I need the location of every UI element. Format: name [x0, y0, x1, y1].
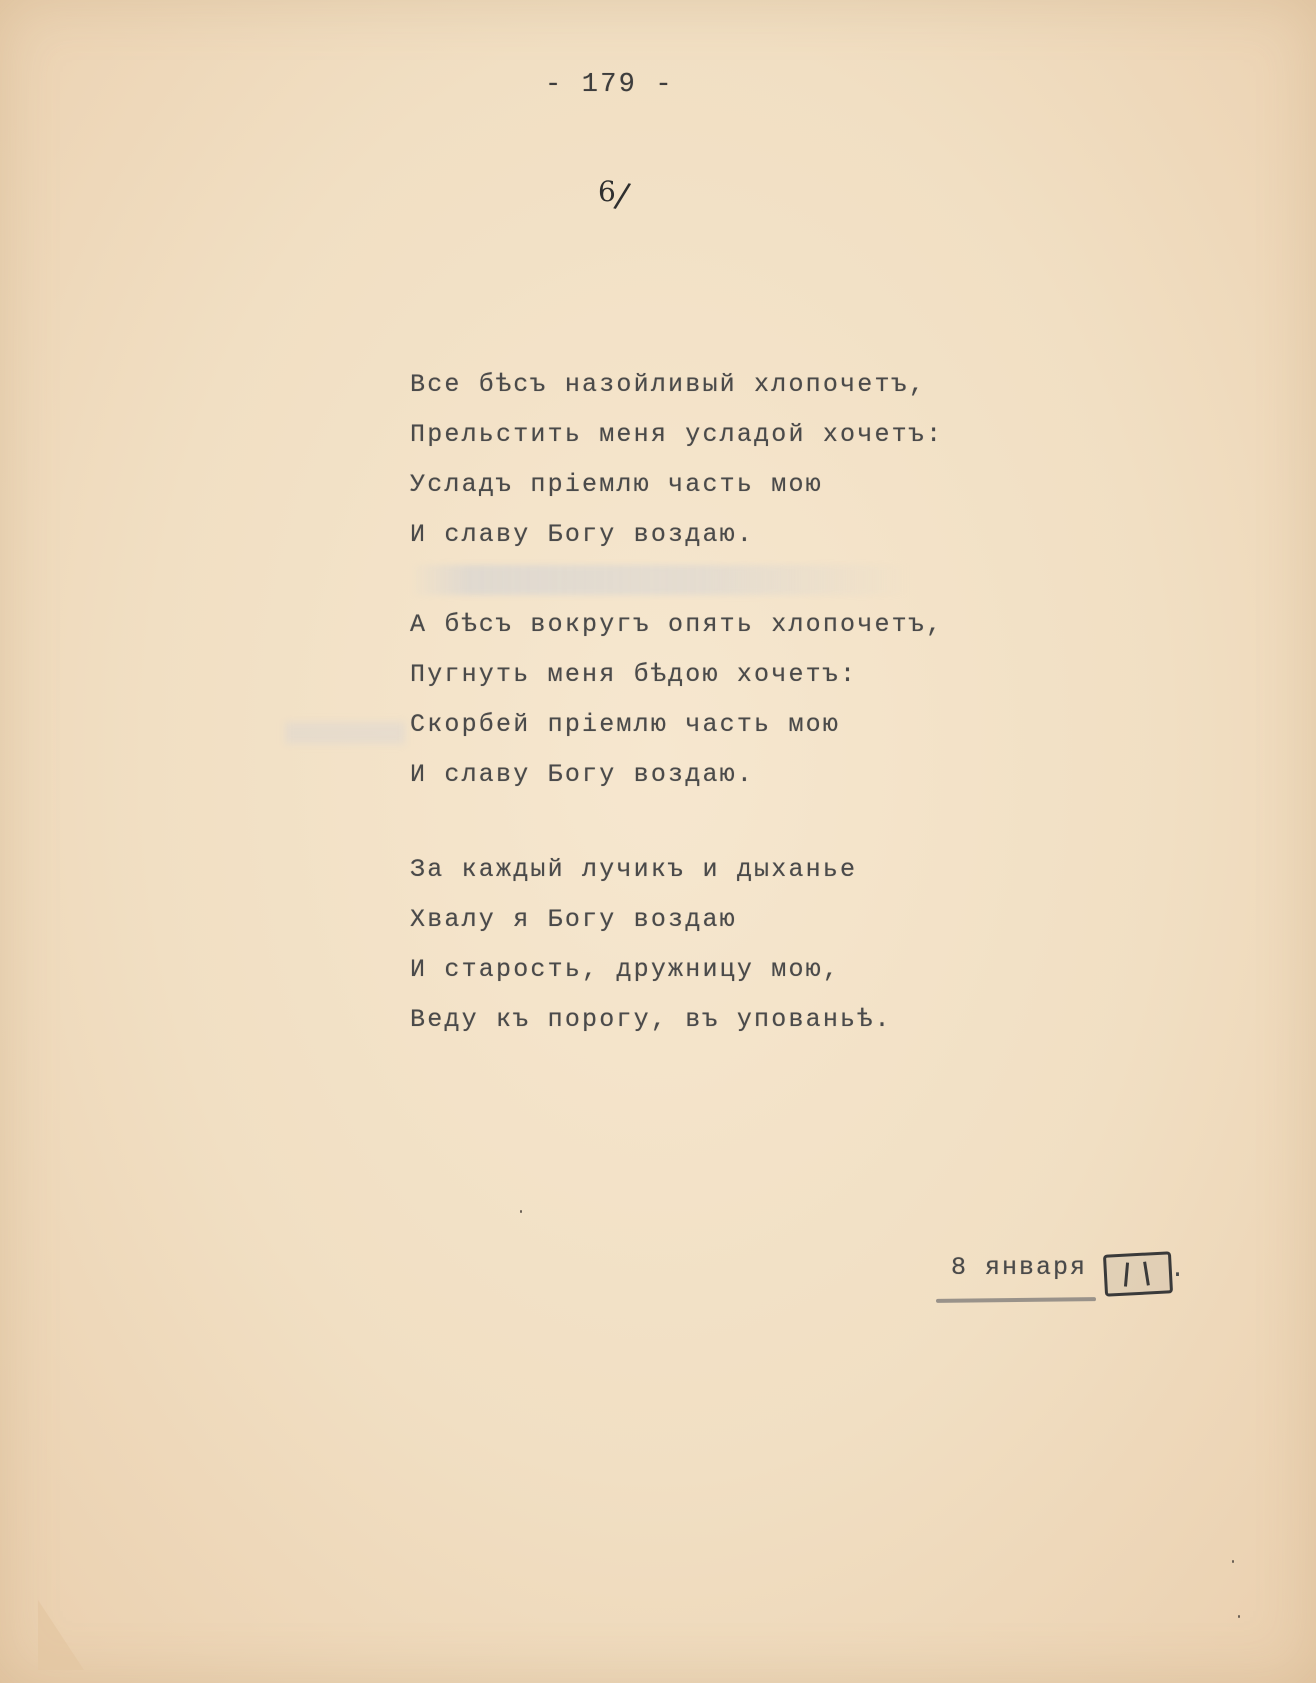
poem-line: Пугнуть меня бѣдою хочетъ: [410, 660, 858, 689]
date-period: . [1170, 1255, 1186, 1284]
poem-line: И славу Богу воздаю. [410, 760, 755, 789]
poem-body [410, 360, 943, 1045]
section-slash-mark: / [611, 175, 633, 217]
stanza-1 [410, 360, 943, 560]
poem-line: Усладъ пріемлю часть мою [410, 470, 823, 499]
section-number [598, 170, 633, 217]
stanza-2 [410, 600, 943, 800]
poem-line: И славу Богу воздаю. [410, 520, 755, 549]
poem-date: 8 января [951, 1253, 1088, 1282]
poem-line: Веду къ порогу, въ упованьѣ. [410, 1005, 892, 1034]
paper-speck [520, 1210, 522, 1213]
overwritten-year-mark [1103, 1251, 1173, 1297]
poem-line: Все бѣсъ назойливый хлопочетъ, [410, 370, 927, 399]
faded-margin-smudge [285, 722, 405, 744]
poem-line: Прельстить меня усладой хочетъ: [410, 420, 944, 449]
folded-corner [38, 1600, 84, 1670]
paper-speck [1238, 1615, 1240, 1618]
paper-speck [1232, 1560, 1234, 1563]
page-number: - 179 - [545, 70, 674, 100]
poem-line: А бѣсъ вокругъ опять хлопочетъ, [410, 610, 944, 639]
poem-line: За каждый лучикъ и дыханье [410, 855, 858, 884]
poem-line: Скорбей пріемлю часть мою [410, 710, 841, 739]
poem-line: Хвалу я Богу воздаю [410, 905, 737, 934]
stanza-3 [410, 845, 943, 1045]
section-number-text: 6 [598, 175, 616, 208]
poem-line: И старость, дружницу мою, [410, 955, 841, 984]
